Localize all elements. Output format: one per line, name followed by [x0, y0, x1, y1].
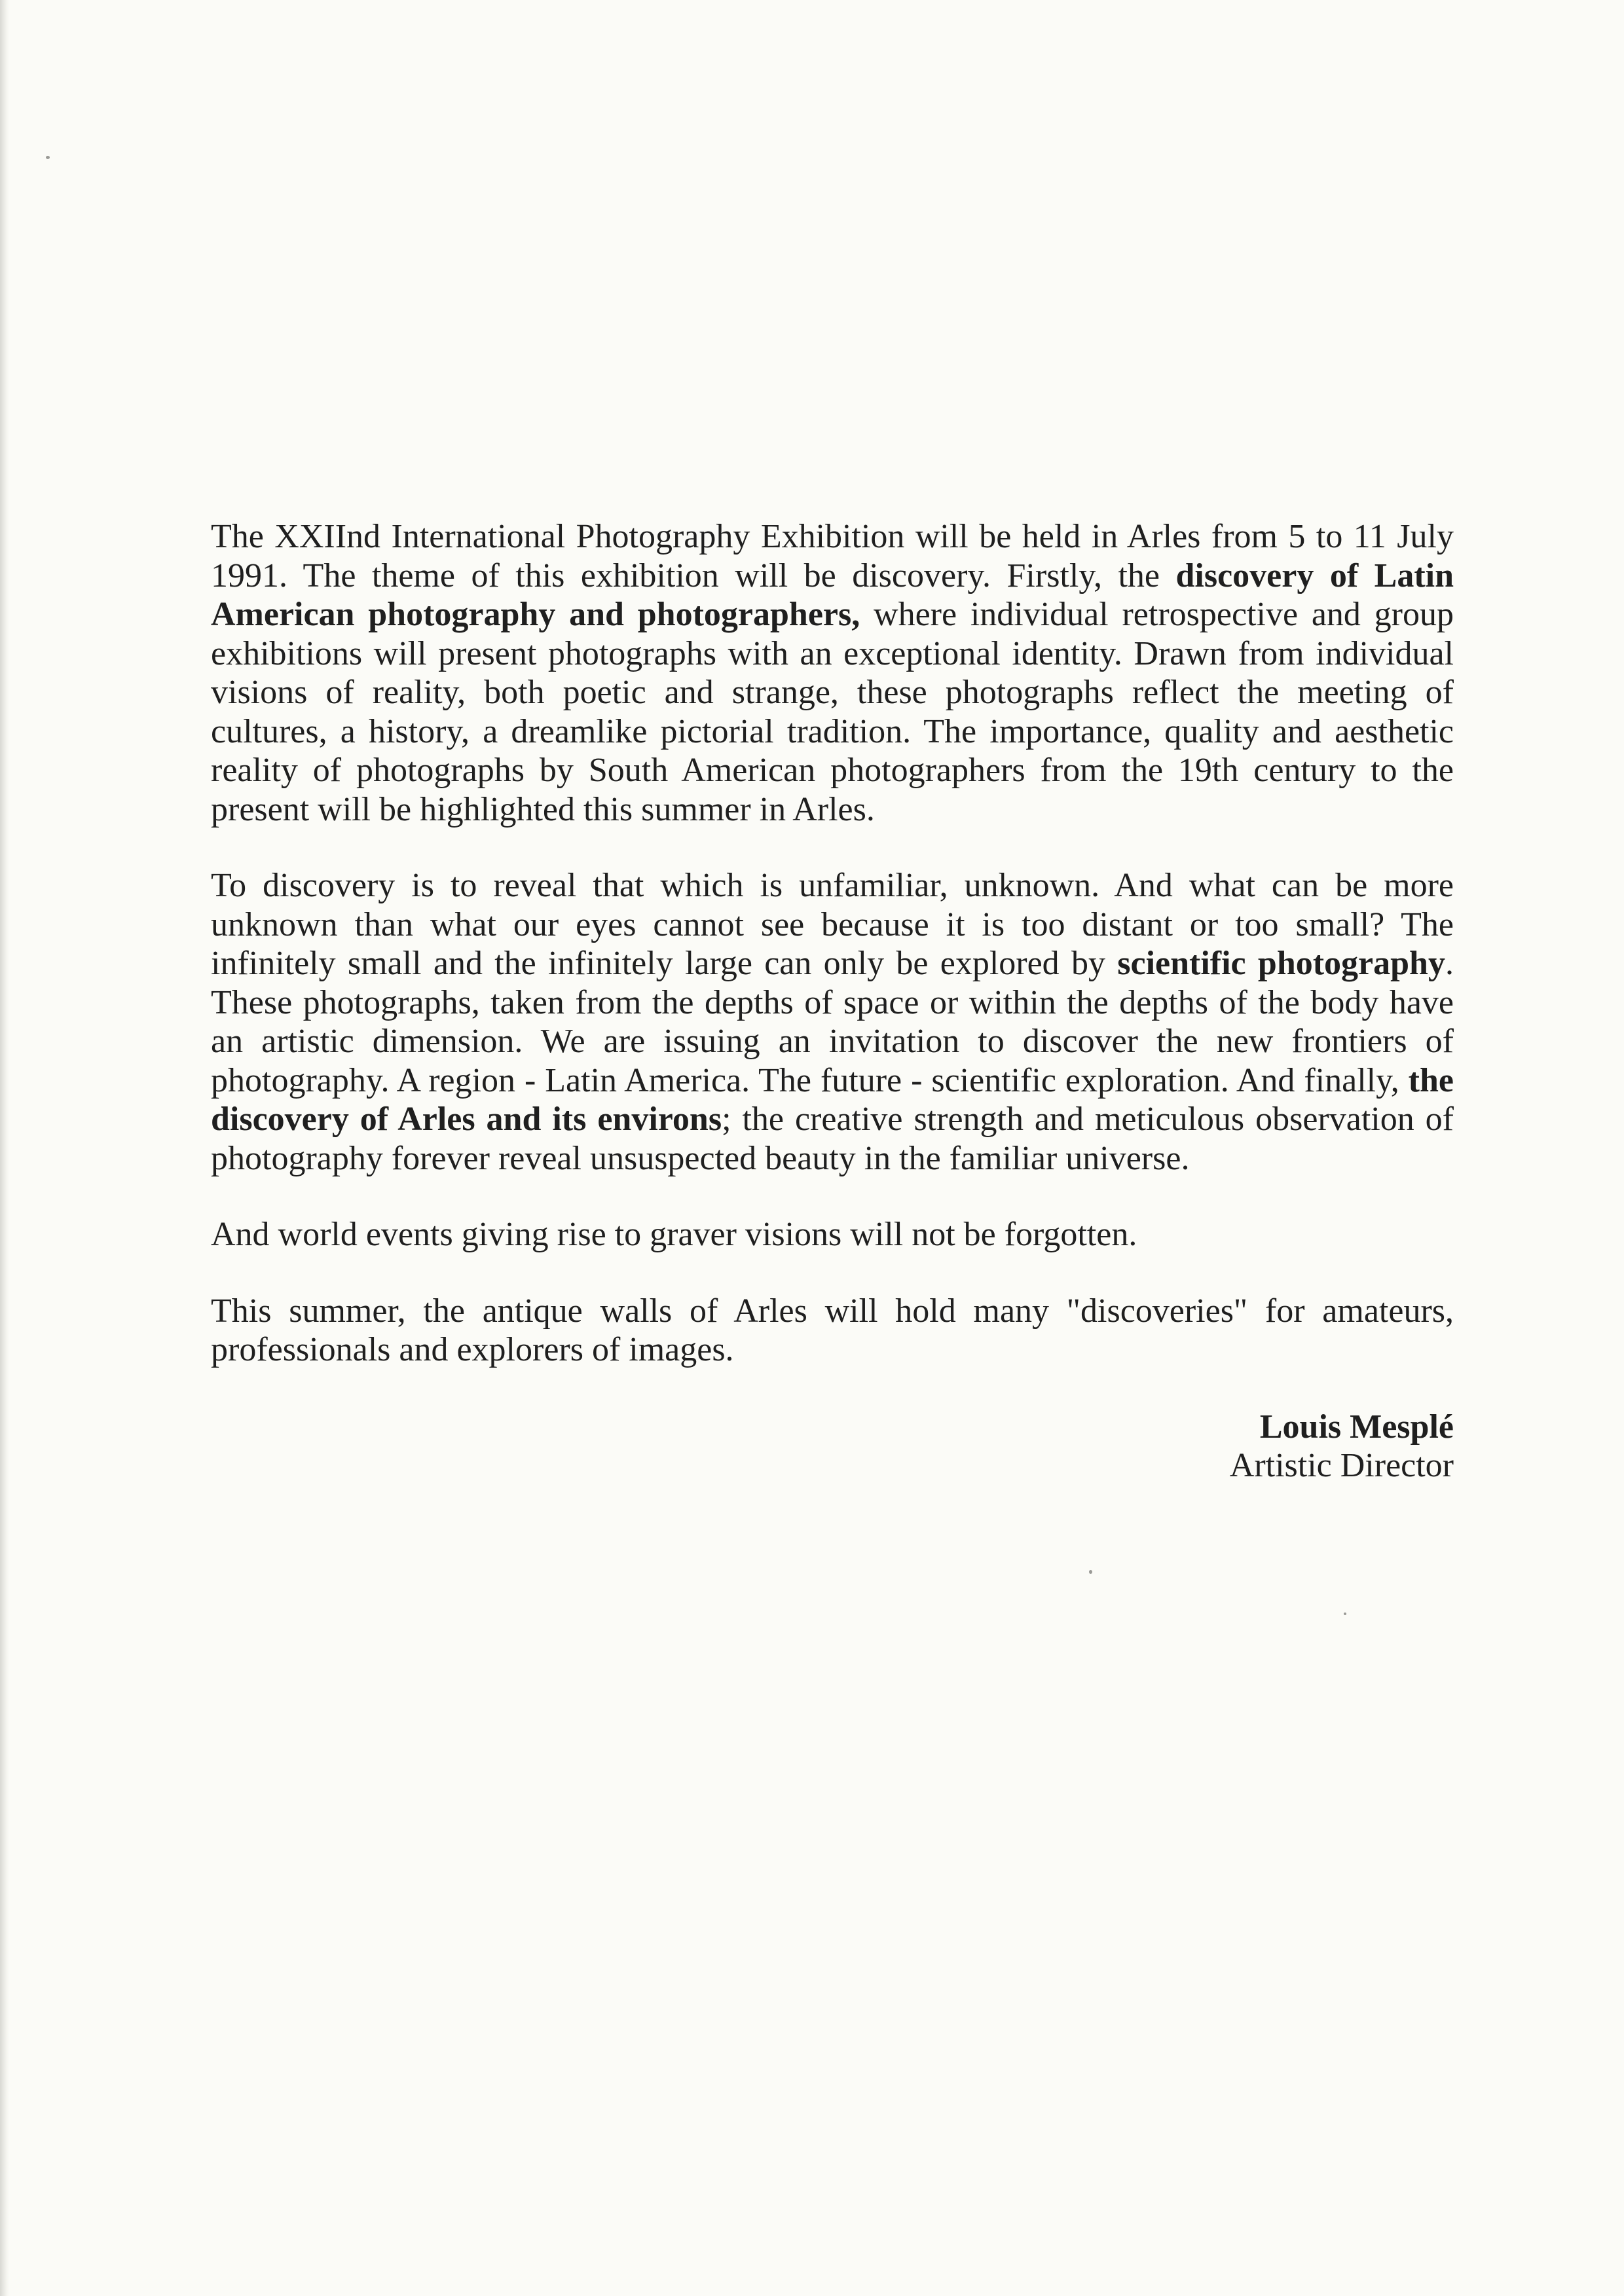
paragraph-text: ; the creative strength and meticulous observation of photography forever reveal unsuspected beauty in the familiar universe.: [211, 1101, 1454, 1177]
highlight-latin-american-photography: discovery of Latin American photography and photographers,: [211, 556, 1454, 633]
paragraph-summer: This summer, the antique walls of Arles will hold many "discoveries" for amateurs, professionals and explorers of images.: [211, 1292, 1454, 1368]
paragraph-text: To discovery is to reveal that which is unfamiliar, unknown. And what can be more unknown than what our eyes cannot see because it is too distant or too small? The infinitely small and the infinitely large can only be explored by: [211, 867, 1454, 982]
highlight-discovery-of-arles: the discovery of Arles and its environs: [211, 1061, 1454, 1138]
paragraph-world-events: And world events giving rise to graver visions will not be forgotten.: [211, 1216, 1137, 1253]
signature-title: Artistic Director: [1229, 1447, 1454, 1484]
paragraph-text: The XXIInd International Photography Exhibition will be held in Arles from 5 to 11 July 1991. The theme of this exhibition will be discovery. Firstly, the: [211, 518, 1454, 594]
paragraph-text: . These photographs, taken from the depths of space or within the depths of the body have an artistic dimension. We are issuing an invitation to discover the new frontiers of photography. A region - Latin America. The future - scientific exploration. And finally,: [211, 945, 1454, 1099]
highlight-scientific-photography: scientific photography: [1117, 945, 1445, 982]
paragraph-text: where individual retrospective and group exhibitions will present photographs with an exceptional identity. Drawn from individual visions of reality, both poetic and strange, these photographs reflect the meeting of cultures, a history, a dreamlike pictorial tradition. The importance, quality and aesthetic reality of photographs by South American photographers from the 19th century to the present will be highlighted this summer in Arles.: [211, 596, 1454, 828]
scan-speck: [46, 156, 50, 159]
letter-body: [211, 517, 1454, 1485]
scan-speck: [1089, 1570, 1092, 1574]
paragraph-exhibition-intro: [211, 517, 1454, 829]
signature-block: [211, 1408, 1454, 1485]
signature-name: Louis Mesplé: [1259, 1408, 1454, 1446]
scanned-page-edge: [0, 0, 9, 2296]
scan-speck: [1344, 1613, 1346, 1615]
paragraph-discovery: [211, 866, 1454, 1178]
